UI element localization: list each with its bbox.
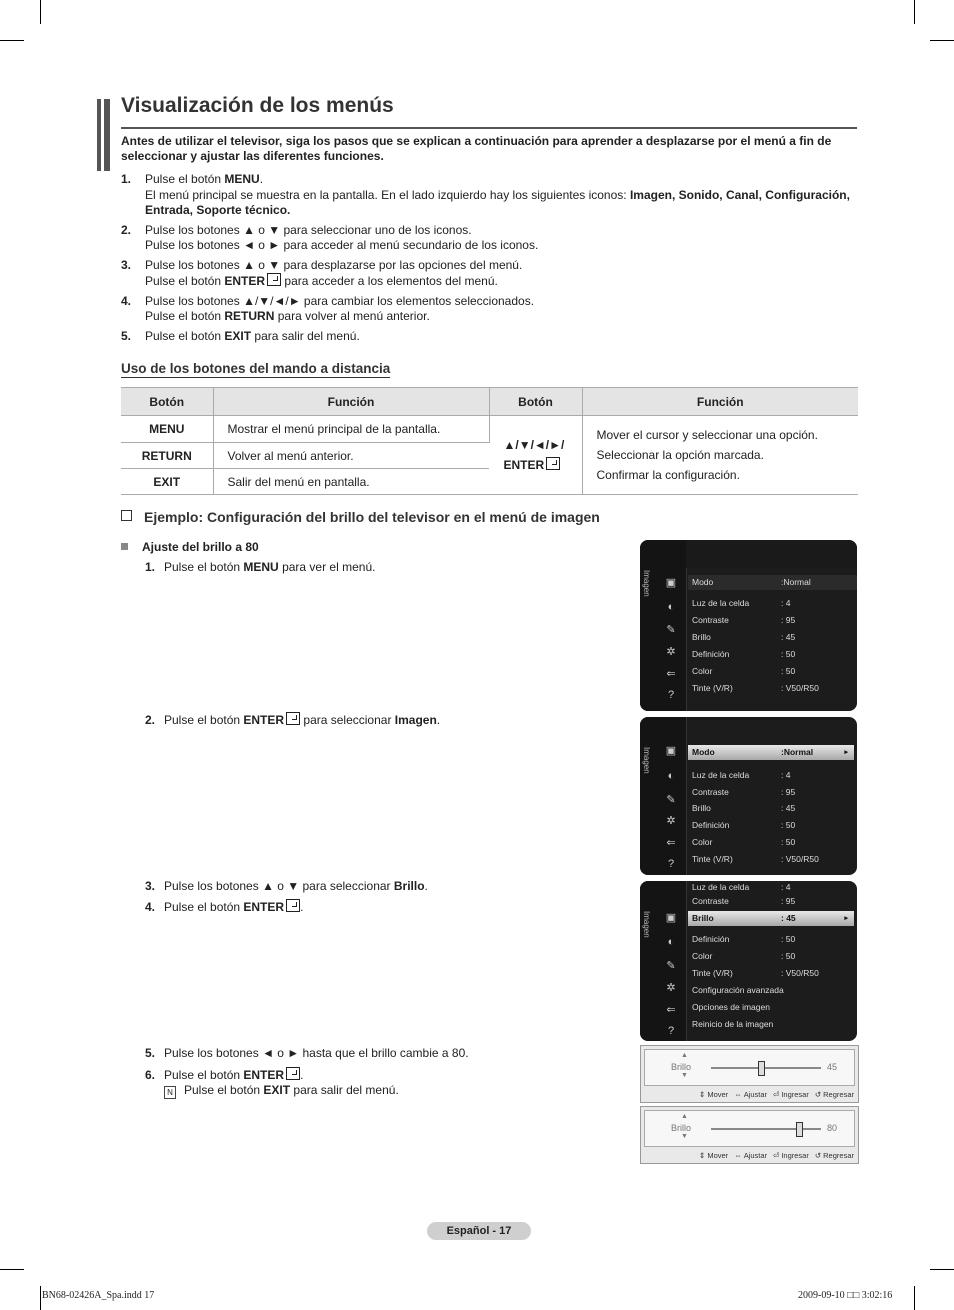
setup-icon: ✲ [666, 982, 676, 994]
example-subheading [121, 540, 259, 554]
enter-label: ENTER [503, 458, 545, 472]
slider-label: Brillo [671, 1123, 692, 1133]
slider-value: 80 [827, 1123, 838, 1133]
menu-item[interactable]: Luz de la celda : 4 [692, 882, 791, 892]
input-icon: ⇐ [666, 1004, 676, 1016]
menu-item[interactable]: Color : 50 [692, 666, 796, 676]
side-label: Imagen [642, 570, 651, 597]
input-icon: ⇐ [666, 668, 676, 680]
osd-footer: ⇕ Mover ⇔ Ajustar ⏎ Ingresar ↺ Regresar [699, 1151, 854, 1160]
menu-item[interactable]: Brillo : 45 ▸ [688, 911, 854, 926]
menu-item[interactable]: Definición : 50 [692, 934, 796, 944]
menu-item[interactable]: Contraste : 95 [692, 615, 796, 625]
menu-item[interactable]: Definición : 50 [692, 820, 796, 830]
example-heading-text: Ejemplo: Configuración del brillo del televisor en el menú de imagen [144, 509, 600, 525]
slider-handle [796, 1122, 803, 1137]
example-step-4: 4. Pulse el botón ENTER . [145, 900, 304, 914]
input-icon: ⇐ [666, 837, 676, 849]
remote-section-heading: Uso de los botones del mando a distancia [121, 361, 391, 376]
arrow-enter-cell [489, 416, 582, 495]
date-slug: 2009-09-10 □□ 3:02:16 [798, 1290, 893, 1301]
step-item: 3. Pulse los botones ▲ o ▼ para desplazarse por las opciones del menú. Pulse el botón ENTER para acceder a los elementos del menú. [121, 257, 523, 288]
intro-text: Antes de utilizar el televisor, siga los pasos que se explican a continuación para aprender a desplazarse por el menú a fin de seleccionar y ajustar las diferentes funciones. [121, 134, 832, 163]
side-label: Imagen [642, 911, 651, 938]
menu-item[interactable]: Brillo : 45 [692, 632, 796, 642]
example-note: N Pulse el botón EXIT para salir del menú. [164, 1083, 399, 1099]
brightness-slider-osd-1: ▲ Brillo ▼ 45 ⇕ Mover ⇔ Ajustar ⏎ Ingresar ↺ Regresar [640, 1045, 859, 1103]
function-cell-multi [582, 416, 858, 495]
table-header: Botón [121, 388, 213, 416]
square-bullet-icon [121, 543, 128, 550]
menu-item[interactable]: Tinte (V/R) : V50/R50 [692, 968, 819, 978]
picture-icon: ▣ [665, 577, 677, 589]
menu-item[interactable]: Configuración avanzada [692, 985, 784, 995]
example-heading [121, 509, 600, 525]
step-item: 5. Pulse el botón EXIT para salir del menú. [121, 328, 360, 343]
menu-item[interactable]: Opciones de imagen [692, 1002, 770, 1012]
table-header: Función [582, 388, 858, 416]
table-header: Función [213, 388, 489, 416]
menu-item[interactable]: Definición : 50 [692, 649, 796, 659]
menu-item[interactable]: Luz de la celda : 4 [692, 770, 791, 780]
menu-item[interactable]: Tinte (V/R) : V50/R50 [692, 683, 819, 693]
example-step-5: 5. Pulse los botones ◄ o ► hasta que el brillo cambie a 80. [145, 1046, 469, 1060]
title-rule [121, 127, 857, 129]
note-icon: N [164, 1086, 176, 1099]
slider-value: 45 [827, 1062, 838, 1072]
page-title: Visualización de los menús [121, 94, 394, 117]
support-icon: ? [667, 689, 675, 701]
picture-icon: ▣ [665, 745, 677, 757]
steps-list [121, 172, 857, 348]
step-item: 1. Pulse el botón MENU. El menú principal se muestra en la pantalla. En el lado izquierdo hay los siguientes iconos: Imagen, Sonido, Canal, Configuración, Entrada, Soporte técnico. [121, 172, 850, 217]
arrows-label: ▲/▼/◄/►/ [503, 438, 565, 452]
channel-icon: ✎ [666, 624, 676, 636]
menu-item[interactable]: Modo :Normal ▸ [688, 745, 854, 760]
function-line: Confirmar la configuración. [596, 468, 740, 482]
menu-item[interactable]: Tinte (V/R) : V50/R50 [692, 854, 819, 864]
setup-icon: ✲ [666, 646, 676, 658]
enter-icon [546, 457, 560, 470]
slider-track [711, 1128, 821, 1130]
example-step-2: 2. Pulse el botón ENTER para seleccionar Imagen. [145, 713, 441, 727]
function-cell: Volver al menú anterior. [213, 443, 489, 469]
sound-icon: ◐ [667, 936, 675, 948]
button-cell: RETURN [121, 443, 213, 469]
setup-icon: ✲ [666, 815, 676, 827]
osd-footer: ⇕ Mover ⇔ Ajustar ⏎ Ingresar ↺ Regresar [699, 1090, 854, 1099]
function-cell: Salir del menú en pantalla. [213, 469, 489, 495]
title-decor-bar [97, 99, 101, 171]
support-icon: ? [667, 1025, 675, 1037]
tv-menu-screen-2 [640, 717, 857, 875]
button-cell: MENU [121, 416, 213, 443]
function-cell: Mostrar el menú principal de la pantalla. [213, 416, 489, 443]
example-subheading-text: Ajuste del brillo a 80 [142, 540, 259, 554]
slider-track [711, 1067, 821, 1069]
channel-icon: ✎ [666, 794, 676, 806]
sound-icon: ◐ [667, 770, 675, 782]
slider-label: Brillo [671, 1062, 692, 1072]
sound-icon: ◐ [667, 601, 675, 613]
table-header: Botón [489, 388, 582, 416]
menu-item[interactable]: Color : 50 [692, 951, 796, 961]
example-step-3: 3. Pulse los botones ▲ o ▼ para seleccionar Brillo. [145, 879, 428, 893]
function-line: Mover el cursor y seleccionar una opción. [596, 428, 818, 442]
menu-item[interactable]: Contraste : 95 [692, 896, 796, 906]
example-step-1: 1. Pulse el botón MENU para ver el menú. [145, 560, 376, 574]
support-icon: ? [667, 858, 675, 870]
tv-menu-screen-1 [640, 540, 857, 711]
menu-item[interactable]: Luz de la celda : 4 [692, 598, 791, 608]
menu-item[interactable]: Color : 50 [692, 837, 796, 847]
menu-item[interactable]: Modo :Normal [688, 575, 857, 590]
menu-item[interactable]: Contraste : 95 [692, 787, 796, 797]
step-item: 2. Pulse los botones ▲ o ▼ para seleccionar uno de los iconos. Pulse los botones ◄ o ► para acceder al menú secundario de los iconos. [121, 222, 539, 252]
channel-icon: ✎ [666, 960, 676, 972]
slider-handle [758, 1061, 765, 1076]
remote-buttons-table [121, 387, 858, 495]
step-item: 4. Pulse los botones ▲/▼/◄/► para cambiar los elementos seleccionados. Pulse el botón RETURN para volver al menú anterior. [121, 293, 535, 323]
function-line: Seleccionar la opción marcada. [596, 448, 764, 462]
brightness-slider-osd-2: ▲ Brillo ▼ 80 ⇕ Mover ⇔ Ajustar ⏎ Ingresar ↺ Regresar [640, 1106, 859, 1164]
page-number: Español - 17 [427, 1222, 531, 1240]
picture-icon: ▣ [665, 912, 677, 924]
example-step-6: 6. Pulse el botón ENTER . [145, 1068, 304, 1082]
menu-item[interactable]: Reinicio de la imagen [692, 1019, 774, 1029]
button-cell: EXIT [121, 469, 213, 495]
file-slug: BN68-02426A_Spa.indd 17 [42, 1290, 155, 1301]
side-label: Imagen [642, 747, 651, 774]
title-decor-bar [104, 99, 110, 171]
checkbox-bullet-icon [121, 510, 132, 521]
menu-item[interactable]: Brillo : 45 [692, 803, 796, 813]
tv-menu-screen-3 [640, 881, 857, 1041]
